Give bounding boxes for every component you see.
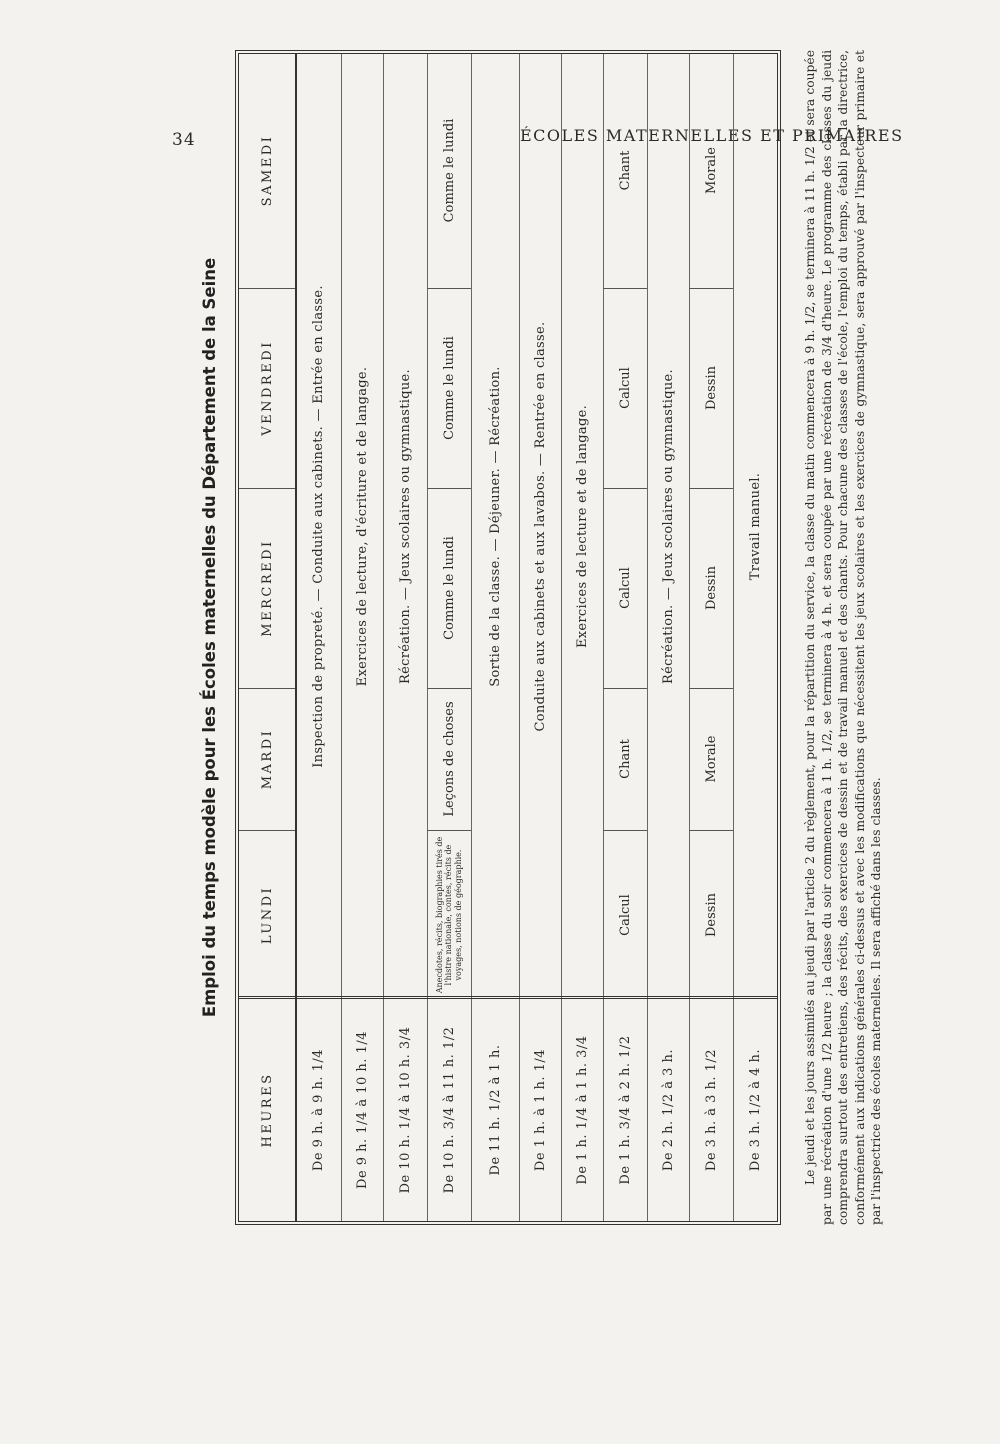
hours-cell: De 1 h. 3/4 à 2 h. 1/2 (603, 996, 647, 1221)
column-header-vendredi: VENDREDI (239, 288, 295, 489)
samedi-cell: Chant (603, 53, 647, 289)
hours-cell: De 11 h. 1/2 à 1 h. (471, 996, 519, 1221)
column-header-mardi: MARDI (239, 688, 295, 831)
vendredi-cell: Comme le lundi (427, 288, 471, 489)
hours-cell: De 10 h. 1/4 à 10 h. 3/4 (383, 996, 427, 1221)
rotated-content (190, 50, 910, 1225)
page-number: 34 (172, 130, 196, 150)
table-title: Emploi du temps modèle pour les Écoles maternelles du Département de la Seine (200, 257, 219, 1018)
hours-cell: De 1 h. à 1 h. 1/4 (519, 996, 561, 1221)
samedi-cell: Morale (689, 53, 733, 289)
table-row (383, 54, 428, 1221)
activity-cell: Exercices de lecture, d'écriture et de langage. (354, 366, 370, 687)
table-row (733, 54, 777, 1221)
table-row (427, 54, 472, 1221)
column-header-mercredi: MERCREDI (239, 488, 295, 689)
mercredi-cell: Dessin (689, 488, 733, 689)
activity-cell: Sortie de la classe. — Déjeuner. — Récréation. (487, 366, 503, 687)
mercredi-cell: Calcul (603, 488, 647, 689)
running-header: ÉCOLES MATERNELLES ET PRIMAIRES (520, 126, 904, 145)
timetable (235, 50, 781, 1225)
table-row (561, 54, 604, 1221)
hours-cell: De 9 h. à 9 h. 1/4 (295, 996, 341, 1221)
table-row (341, 54, 384, 1221)
table-row (295, 54, 342, 1221)
hours-cell: De 9 h. 1/4 à 10 h. 1/4 (341, 996, 383, 1221)
lundi-cell: Anecdotes, récits, biographies tirés de l'histre nationale, contes, récits de voyages, notions de géographie. (434, 836, 463, 994)
table-row (603, 54, 648, 1221)
activity-cell: Conduite aux cabinets et aux lavabos. — Rentrée en classe. (532, 321, 548, 732)
table-row (519, 54, 562, 1221)
samedi-cell: Comme le lundi (427, 53, 471, 289)
lundi-cell: Dessin (703, 893, 719, 937)
hours-cell: De 2 h. 1/2 à 3 h. (647, 996, 689, 1221)
table-row (647, 54, 690, 1221)
hours-cell: De 3 h. à 3 h. 1/2 (689, 996, 733, 1221)
vendredi-cell: Dessin (689, 288, 733, 489)
column-header-samedi: SAMEDI (239, 53, 295, 289)
table-row (689, 54, 734, 1221)
hours-cell: De 1 h. 1/4 à 1 h. 3/4 (561, 996, 603, 1221)
table-row (471, 54, 520, 1221)
vendredi-cell: Calcul (603, 288, 647, 489)
activity-cell: Récréation. — Jeux scolaires ou gymnastique. (397, 369, 413, 684)
activity-cell: Récréation. — Jeux scolaires ou gymnastique. (660, 369, 676, 684)
mardi-cell: Leçons de choses (427, 688, 471, 831)
lundi-cell: Calcul (617, 894, 633, 936)
mercredi-cell: Comme le lundi (427, 488, 471, 689)
footnote-paragraph: Le jeudi et les jours assimilés au jeudi par l'article 2 du règlement, pour la répartition du service, la classe du matin commencera à 9 h. 1/2, se terminera à 11 h. 1/2 et sera coupée par une récréation d'une 1/2 heure ; la classe du soir commencera à 1 h. 1/2, se terminera à 4 h. et sera coupée par une récréation de 3/4 d'heure. Le programme des classes du jeudi comprendra surtout des entretiens, des récits, des exercices de dessin et de travail manuel et des chants. Pour chacune des classes de l'école, l'emploi du temps, établi par la directrice, conformément aux indications générales ci-dessus et avec les modifications que nécessitent les jeux scolaires et les exercices de gymnastique, sera approuvé par l'inspecteur primaire et par l'inspectrice des écoles maternelles. Il sera affiché dans les classes. (803, 50, 884, 1225)
mardi-cell: Morale (689, 688, 733, 831)
column-header-heures: HEURES (239, 996, 295, 1221)
hours-cell: De 3 h. 1/2 à 4 h. (733, 996, 777, 1221)
hours-cell: De 10 h. 3/4 à 11 h. 1/2 (427, 996, 471, 1221)
activity-cell: Travail manuel. (747, 472, 763, 581)
activity-cell: Inspection de propreté. — Conduite aux cabinets. — Entrée en classe. (310, 285, 326, 768)
table-header-row (239, 54, 297, 1221)
activity-cell: Exercices de lecture et de langage. (574, 404, 590, 649)
column-header-lundi: LUNDI (259, 885, 275, 945)
mardi-cell: Chant (603, 688, 647, 831)
